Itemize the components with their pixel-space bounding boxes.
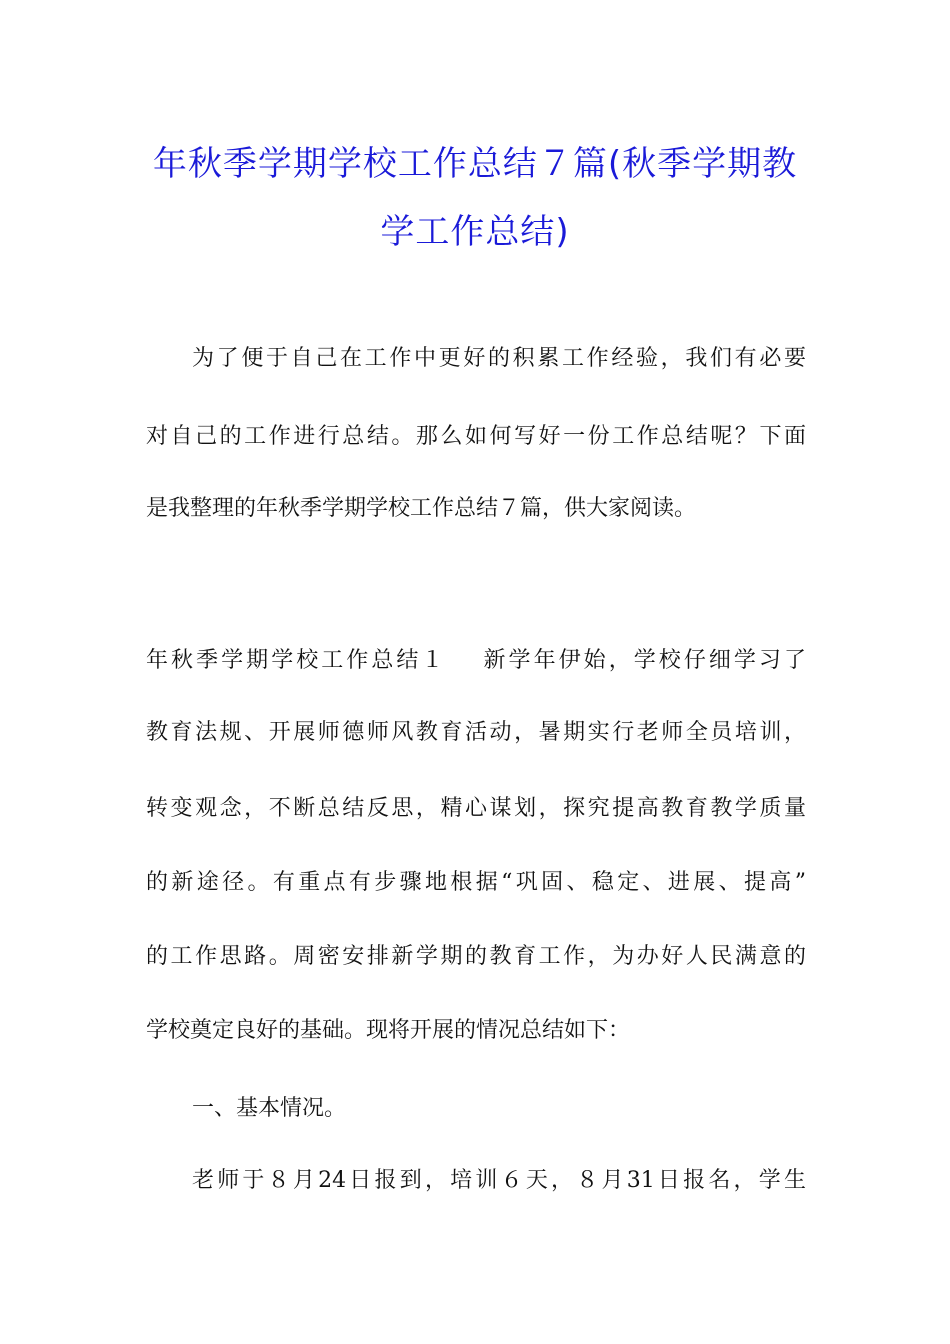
body-last-line: 老师于８月24日报到，培训６天，８月31日报名，学生 [192, 1168, 806, 1193]
intro-line-2: 对自己的工作进行总结。那么如何写好一份工作总结呢？下面 [146, 424, 806, 449]
section-1-line-3: 转变观念，不断总结反思，精心谋划，探究提高教育教学质量 [146, 796, 806, 821]
section-1-line-6: 学校奠定良好的基础。现将开展的情况总结如下： [146, 1018, 631, 1043]
section-1-line-5: 的工作思路。周密安排新学期的教育工作，为办好人民满意的 [146, 944, 806, 969]
subheading-basic-info: 一、基本情况。 [192, 1096, 347, 1121]
intro-line-1: 为了便于自己在工作中更好的积累工作经验，我们有必要 [192, 346, 806, 371]
intro-line-3: 是我整理的年秋季学期学校工作总结７篇，供大家阅读。 [146, 496, 697, 521]
section-1-first-line [146, 646, 806, 676]
document-title-line-2: 学工作总结) [380, 212, 570, 252]
section-1-heading: 年秋季学期学校工作总结１ [146, 648, 447, 673]
section-1-line-4: 的新途径。有重点有步骤地根据“巩固、稳定、进展、提高” [146, 870, 806, 895]
section-1-first-text: 新学年伊始，学校仔细学习了 [480, 648, 806, 673]
section-1-line-2: 教育法规、开展师德师风教育活动，暑期实行老师全员培训， [146, 720, 806, 745]
document-title-line-1: 年秋季学期学校工作总结７篇(秋季学期教 [152, 144, 798, 184]
